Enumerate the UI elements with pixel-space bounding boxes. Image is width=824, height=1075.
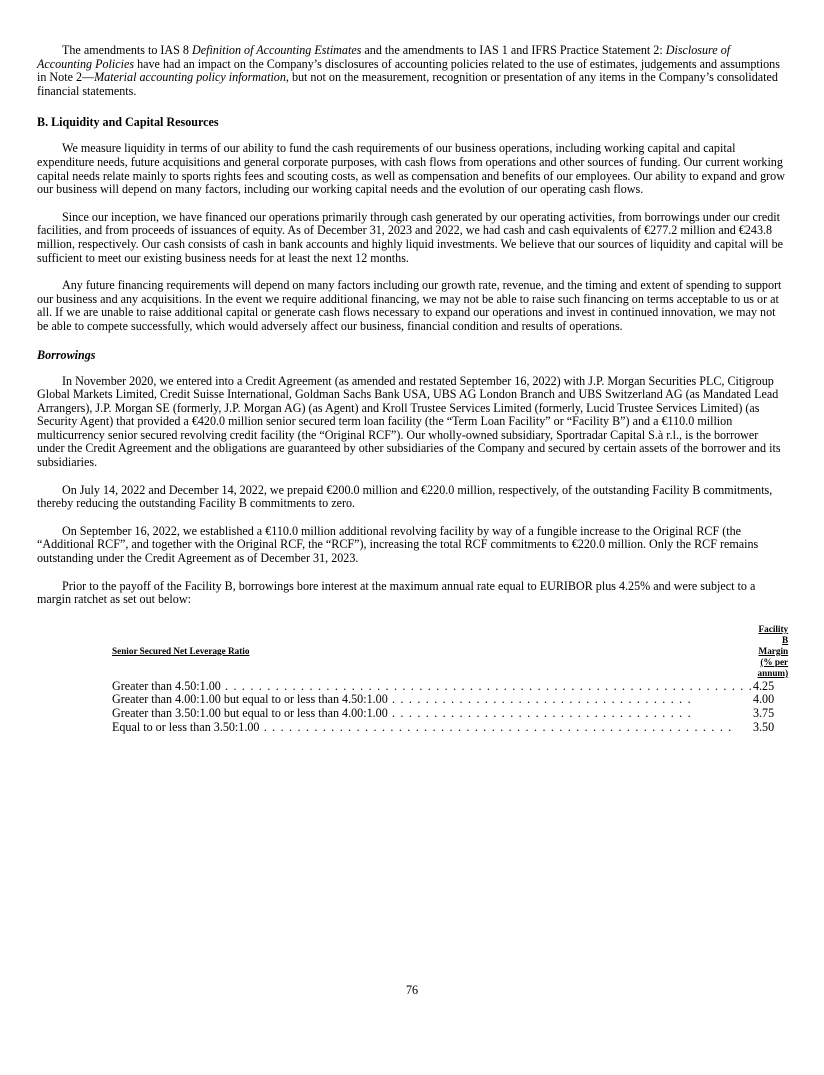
paragraph-liquidity-3: Any future financing requirements will depend on many factors including our growth rate, revenue, and the timing and extent of spending to support our business and any acquisitions. In the event we require additional financing, we may not be able to raise such financing on terms acceptable to us or at all. If we are unable to raise additional capital or generate cash flows necessary to expand our operations and invest in continued innovation, we may not be able to compete successfully, which would adversely affect our business, financial condition and results of operations. <box>37 278 782 333</box>
margin-cell: 3.75 <box>752 706 775 720</box>
ias8-text-1: The amendments to IAS 8 <box>62 43 192 57</box>
paragraph-borrowings-1: In November 2020, we entered into a Credit Agreement (as amended and restated September 16, 2022) with J.P. Morgan Securities PLC, Citigroup Global Markets Limited, Credit Suisse International, Goldman Sachs Bank USA, UBS AG London Branch and UBS Switzerland AG (as Mandated Lead Arrangers), J.P. Morgan SE (formerly, J.P. Morgan AG) (as Agent) and Kroll Trustee Services Limited (formerly, Lucid Trustee Services Limited) (as Security Agent) that provided a €420.0 million senior secured term loan facility (the “Term Loan Facility” or “Facility B”) and a €110.0 million multicurrency senior secured revolving credit facility (the “Original RCF”). Our wholly-owned subsidiary, Sportradar Capital S.à r.l., is the borrower under the Credit Agreement and the obligations are guaranteed by other subsidiaries of the Company and secured by certain assets of the borrower and its subsidiaries. <box>37 373 781 470</box>
margin-cell: 4.25 <box>752 678 775 693</box>
ratio-cell <box>112 693 753 707</box>
table-row <box>112 693 788 707</box>
leader-dots: . . . . . . . . . . . . . . . . . . . . . . . . . . . . . . . . . . . . . . . . . . . . . . . . . . . . . . . . <box>259 720 733 734</box>
ratio-cell <box>112 721 753 735</box>
table-row <box>112 680 788 694</box>
table-row <box>112 707 788 721</box>
header-facility-b-margin: Facility B Margin (% per annum) <box>757 623 789 678</box>
section-heading-liquidity: B. Liquidity and Capital Resources <box>37 115 219 130</box>
ias8-italic-3: Material accounting policy information <box>94 70 286 85</box>
leader-dots: . . . . . . . . . . . . . . . . . . . . . . . . . . . . . . . . . . . . <box>387 707 692 720</box>
header-leverage-ratio: Senior Secured Net Leverage Ratio <box>112 645 250 656</box>
ias8-italic-2: Disclosure of Accounting Policies <box>37 43 731 71</box>
ias8-text-3: have had an impact on the Company’s disclosures of accounting policies related to the use of estimates, judgements and assumptions in Note 2— <box>37 56 780 85</box>
subsection-heading-borrowings: Borrowings <box>37 347 96 362</box>
paragraph-ias8-amendments <box>37 44 787 98</box>
margin-cell: 4.00 <box>752 692 775 707</box>
leader-dots: . . . . . . . . . . . . . . . . . . . . . . . . . . . . . . . . . . . . . . . . . . . . . . . . . . . . . . . . . . . . . . . <box>220 679 753 693</box>
ratio-cell <box>112 707 753 721</box>
paragraph-borrowings-3: On September 16, 2022, we established a €110.0 million additional revolving facility by way of a fungible increase to the Original RCF (the “Additional RCF”, and together with the Original RCF, the “RCF”), increasing the total RCF commitments to €220.0 million. Only the RCF remains outstanding under the Credit Agreement as of December 31, 2023. <box>37 523 759 566</box>
table-header-row <box>112 624 788 680</box>
table-row <box>112 721 788 735</box>
leader-dots: . . . . . . . . . . . . . . . . . . . . . . . . . . . . . . . . . . . . <box>387 693 692 707</box>
paragraph-borrowings-4: Prior to the payoff of the Facility B, borrowings bore interest at the maximum annual rate equal to EURIBOR plus 4.25% and were subject to a margin ratchet as set out below: <box>37 578 756 607</box>
paragraph-borrowings-2: On July 14, 2022 and December 14, 2022, we prepaid €200.0 million and €220.0 million, respectively, of the outstanding Facility B commitments, thereby reducing the outstanding Facility B commitments to zero. <box>37 482 773 511</box>
margin-cell: 3.50 <box>752 719 775 734</box>
ratio-label: Equal to or less than 3.50:1.00 <box>112 720 260 734</box>
paragraph-liquidity-2: Since our inception, we have financed our operations primarily through cash generated by our operating activities, from borrowings under our credit facilities, and from proceeds of issuances of equity. As of December 31, 2023 and 2022, we had cash and cash equivalents of €277.2 million and €243.8 million, respectively. Our cash consists of cash in bank accounts and highly liquid investments. We believe that our sources of liquidity and capital will be sufficient to meet our existing business needs for at least the next 12 months. <box>37 209 783 265</box>
paragraph-liquidity-1: We measure liquidity in terms of our ability to fund the cash requirements of our business operations, including working capital and capital expenditure needs, future acquisitions and general corporate purposes, with cash flows from operations and other sources of funding. Our current working capital needs relate mainly to sports rights fees and scouting costs, as well as compensation and benefits of our employees. Our ability to expand and grow our business will depend on many factors, including our working capital needs and the evolution of our operating cash flows. <box>37 141 785 197</box>
margin-ratchet-table <box>112 624 788 734</box>
margin-ratchet-table-wrapper <box>112 623 789 734</box>
page-number: 76 <box>405 983 419 997</box>
ratio-cell <box>112 680 753 694</box>
ias8-italic-1: Definition of Accounting Estimates <box>191 43 362 57</box>
ratio-label: Greater than 3.50:1.00 but equal to or less than 4.00:1.00 <box>112 707 388 720</box>
document-page <box>37 44 787 734</box>
ratio-label: Greater than 4.00:1.00 but equal to or less than 4.50:1.00 <box>112 693 388 707</box>
ratio-label: Greater than 4.50:1.00 <box>112 679 221 693</box>
ias8-text-4: , but not on the measurement, recognition or presentation of any items in the Company’s consolidated financial statements. <box>37 70 778 98</box>
ias8-text-2: and the amendments to IAS 1 and IFRS Practice Statement 2: <box>361 43 666 57</box>
